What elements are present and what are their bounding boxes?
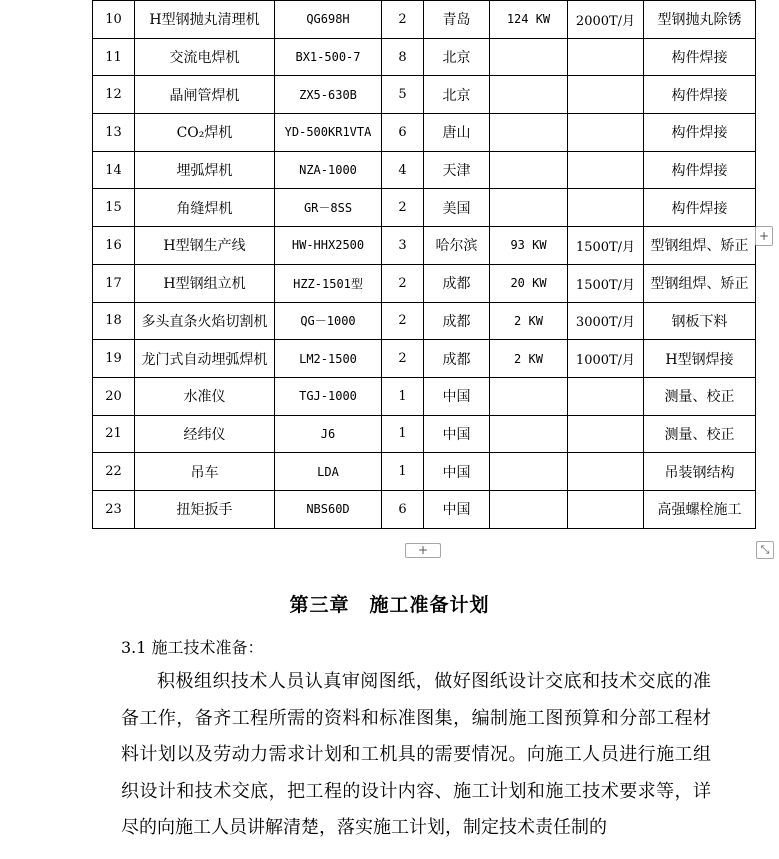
cell-equipment-name: H型钢组立机 [135, 264, 275, 302]
cell-quantity: 2 [382, 1, 424, 39]
chapter-title: 第三章 施工准备计划 [289, 594, 490, 616]
cell-no: 14 [93, 151, 135, 189]
cell-model: NZA-1000 [275, 151, 382, 189]
cell-no: 13 [93, 114, 135, 152]
cell-capacity [568, 114, 644, 152]
cell-capacity [568, 189, 644, 227]
cell-model: GR－8SS [275, 189, 382, 227]
table-row [93, 76, 756, 114]
equipment-table-body [93, 1, 756, 529]
cell-model: ZX5-630B [275, 76, 382, 114]
cell-power [490, 377, 568, 415]
table-row [93, 415, 756, 453]
cell-power [490, 415, 568, 453]
cell-capacity [568, 151, 644, 189]
cell-capacity: 3000T/月 [568, 302, 644, 340]
cell-capacity: 1000T/月 [568, 340, 644, 378]
cell-origin: 中国 [424, 415, 490, 453]
cell-power [490, 189, 568, 227]
cell-equipment-name: H型钢抛丸清理机 [135, 1, 275, 39]
cell-quantity: 1 [382, 377, 424, 415]
cell-usage: 型钢抛丸除锈 [644, 1, 756, 39]
cell-origin: 中国 [424, 490, 490, 528]
body-paragraph: 积极组织技术人员认真审阅图纸，做好图纸设计交底和技术交底的准备工作，备齐工程所需的资料和标准图集，编制施工图预算和分部工程材料计划以及劳动力需求计划和工机具的需要情况。向施工人员进行施工组织设计和技术交底，把工程的设计内容、施工计划和施工技术要求等，详尽的向施工人员讲解清楚，落实施工计划，制定技术责任制的 [121, 671, 711, 838]
cell-model: BX1-500-7 [275, 38, 382, 76]
cell-no: 12 [93, 76, 135, 114]
cell-capacity [568, 490, 644, 528]
cell-no: 20 [93, 377, 135, 415]
cell-usage: 构件焊接 [644, 189, 756, 227]
cell-no: 21 [93, 415, 135, 453]
cell-origin: 青岛 [424, 1, 490, 39]
cell-equipment-name: 吊车 [135, 453, 275, 491]
table-row [93, 114, 756, 152]
cell-origin: 成都 [424, 264, 490, 302]
cell-power: 2 KW [490, 340, 568, 378]
cell-model: HW-HHX2500 [275, 227, 382, 265]
table-row [93, 377, 756, 415]
cell-origin: 哈尔滨 [424, 227, 490, 265]
cell-quantity: 8 [382, 38, 424, 76]
table-row [93, 264, 756, 302]
cell-usage: 型钢组焊、矫正 [644, 227, 756, 265]
table-row [93, 302, 756, 340]
cell-power [490, 76, 568, 114]
cell-usage: H型钢焊接 [644, 340, 756, 378]
table-row [93, 189, 756, 227]
cell-usage: 构件焊接 [644, 151, 756, 189]
cell-usage: 测量、校正 [644, 415, 756, 453]
cell-model: NBS60D [275, 490, 382, 528]
cell-power: 2 KW [490, 302, 568, 340]
cell-capacity: 2000T/月 [568, 1, 644, 39]
cell-no: 23 [93, 490, 135, 528]
cell-capacity [568, 377, 644, 415]
cell-capacity: 1500T/月 [568, 227, 644, 265]
cell-origin: 北京 [424, 76, 490, 114]
cell-origin: 成都 [424, 340, 490, 378]
cell-capacity [568, 415, 644, 453]
cell-model: QG－1000 [275, 302, 382, 340]
cell-no: 10 [93, 1, 135, 39]
cell-origin: 中国 [424, 453, 490, 491]
table-row [93, 38, 756, 76]
cell-power [490, 114, 568, 152]
table-row [93, 151, 756, 189]
cell-equipment-name: 多头直条火焰切割机 [135, 302, 275, 340]
cell-model: TGJ-1000 [275, 377, 382, 415]
table-row [93, 490, 756, 528]
cell-quantity: 6 [382, 114, 424, 152]
cell-quantity: 1 [382, 453, 424, 491]
cell-quantity: 2 [382, 264, 424, 302]
cell-usage: 构件焊接 [644, 76, 756, 114]
cell-equipment-name: 龙门式自动埋弧焊机 [135, 340, 275, 378]
resize-handle-icon[interactable]: ⤡ [756, 541, 774, 559]
cell-no: 18 [93, 302, 135, 340]
cell-model: LDA [275, 453, 382, 491]
cell-usage: 高强螺栓施工 [644, 490, 756, 528]
cell-equipment-name: 水准仪 [135, 377, 275, 415]
cell-capacity [568, 453, 644, 491]
cell-quantity: 4 [382, 151, 424, 189]
cell-origin: 中国 [424, 377, 490, 415]
cell-power [490, 151, 568, 189]
table-row [93, 340, 756, 378]
cell-model: QG698H [275, 1, 382, 39]
cell-equipment-name: 经纬仪 [135, 415, 275, 453]
cell-equipment-name: 角缝焊机 [135, 189, 275, 227]
cell-usage: 型钢组焊、矫正 [644, 264, 756, 302]
cell-power [490, 453, 568, 491]
cell-equipment-name: 埋弧焊机 [135, 151, 275, 189]
cell-no: 22 [93, 453, 135, 491]
cell-equipment-name: 交流电焊机 [135, 38, 275, 76]
cell-usage: 构件焊接 [644, 38, 756, 76]
cell-quantity: 5 [382, 76, 424, 114]
cell-origin: 天津 [424, 151, 490, 189]
cell-power: 124 KW [490, 1, 568, 39]
cell-equipment-name: CO₂焊机 [135, 114, 275, 152]
cell-quantity: 3 [382, 227, 424, 265]
cell-quantity: 2 [382, 189, 424, 227]
cell-capacity: 1500T/月 [568, 264, 644, 302]
cell-equipment-name: 晶闸管焊机 [135, 76, 275, 114]
cell-no: 17 [93, 264, 135, 302]
cell-no: 16 [93, 227, 135, 265]
cell-quantity: 6 [382, 490, 424, 528]
add-column-button[interactable]: + [405, 543, 441, 558]
cell-usage: 钢板下料 [644, 302, 756, 340]
cell-quantity: 1 [382, 415, 424, 453]
cell-model: J6 [275, 415, 382, 453]
cell-capacity [568, 38, 644, 76]
equipment-table [92, 0, 756, 529]
cell-no: 11 [93, 38, 135, 76]
equipment-table-container [92, 0, 756, 529]
table-row [93, 227, 756, 265]
cell-usage: 构件焊接 [644, 114, 756, 152]
table-row [93, 1, 756, 39]
add-row-button[interactable]: + [755, 226, 773, 246]
cell-no: 15 [93, 189, 135, 227]
cell-no: 19 [93, 340, 135, 378]
cell-origin: 北京 [424, 38, 490, 76]
cell-quantity: 2 [382, 340, 424, 378]
cell-quantity: 2 [382, 302, 424, 340]
cell-model: HZZ-1501型 [275, 264, 382, 302]
cell-power [490, 490, 568, 528]
cell-usage: 吊装钢结构 [644, 453, 756, 491]
cell-origin: 唐山 [424, 114, 490, 152]
cell-capacity [568, 76, 644, 114]
cell-power: 20 KW [490, 264, 568, 302]
section-heading: 3.1 施工技术准备： [121, 638, 264, 657]
cell-power [490, 38, 568, 76]
table-row [93, 453, 756, 491]
cell-usage: 测量、校正 [644, 377, 756, 415]
cell-equipment-name: H型钢生产线 [135, 227, 275, 265]
cell-model: YD-500KR1VTA [275, 114, 382, 152]
cell-origin: 美国 [424, 189, 490, 227]
cell-model: LM2-1500 [275, 340, 382, 378]
cell-equipment-name: 扭矩扳手 [135, 490, 275, 528]
cell-origin: 成都 [424, 302, 490, 340]
cell-power: 93 KW [490, 227, 568, 265]
